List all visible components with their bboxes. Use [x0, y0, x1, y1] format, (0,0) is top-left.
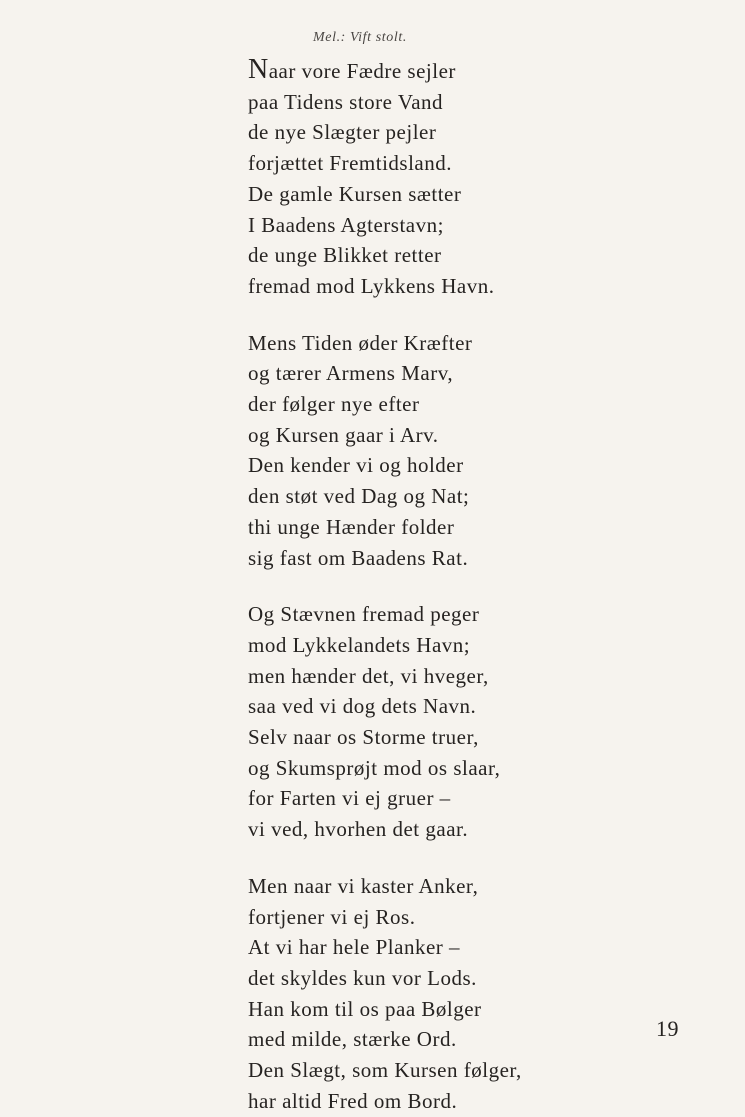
- poem-line: saa ved vi dog dets Navn.: [248, 694, 477, 719]
- poem-line: Den Slægt, som Kursen følger,: [248, 1058, 522, 1083]
- poem-line: Den kender vi og holder: [248, 453, 464, 478]
- stanza-1: [248, 55, 708, 302]
- drop-cap: N: [248, 54, 269, 85]
- page-number: 19: [656, 1016, 679, 1041]
- poem-line: forjættet Fremtidsland.: [248, 151, 452, 176]
- stanza-4: [248, 871, 708, 1117]
- poem-line: At vi har hele Planker –: [248, 935, 461, 960]
- poem-line: der følger nye efter: [248, 392, 420, 417]
- poem-line-text: aar vore Fædre sejler: [268, 59, 456, 83]
- poem-line: for Farten vi ej gruer –: [248, 786, 451, 811]
- poem-line: thi unge Hænder folder: [248, 514, 455, 539]
- poem-line: paa Tidens store Vand: [248, 89, 444, 114]
- poem: [248, 55, 708, 1117]
- poem-line: den støt ved Dag og Nat;: [248, 484, 470, 509]
- melody-note: Mel.: Vift stolt.: [313, 30, 407, 45]
- poem-line: Og Stævnen fremad peger: [248, 602, 480, 627]
- poem-line: De gamle Kursen sætter: [248, 181, 462, 206]
- poem-line: og Kursen gaar i Arv.: [248, 422, 439, 447]
- poem-line: Men naar vi kaster Anker,: [248, 873, 479, 898]
- poem-line: har altid Fred om Bord.: [248, 1088, 458, 1113]
- poem-line: Mens Tiden øder Kræfter: [248, 330, 473, 355]
- poem-line: fortjener vi ej Ros.: [248, 904, 416, 929]
- poem-line: fremad mod Lykkens Havn.: [248, 273, 495, 298]
- poem-line: mod Lykkelandets Havn;: [248, 632, 471, 657]
- poem-line: med milde, stærke Ord.: [248, 1027, 457, 1052]
- poem-line: vi ved, hvorhen det gaar.: [248, 817, 469, 842]
- poem-line: men hænder det, vi hveger,: [248, 663, 489, 688]
- poem-line: Han kom til os paa Bølger: [248, 996, 482, 1021]
- poem-line: og tærer Armens Marv,: [248, 361, 454, 386]
- poem-line: og Skumsprøjt mod os slaar,: [248, 755, 501, 780]
- poem-line: sig fast om Baadens Rat.: [248, 545, 469, 570]
- poem-line: I Baadens Agterstavn;: [248, 212, 444, 237]
- poem-line: [248, 55, 708, 87]
- stanza-2: [248, 328, 708, 574]
- poem-line: de nye Slægter pejler: [248, 120, 437, 145]
- poem-line: de unge Blikket retter: [248, 243, 442, 268]
- poem-line: Selv naar os Storme truer,: [248, 725, 479, 750]
- poem-line: det skyldes kun vor Lods.: [248, 965, 477, 990]
- stanza-3: [248, 599, 708, 845]
